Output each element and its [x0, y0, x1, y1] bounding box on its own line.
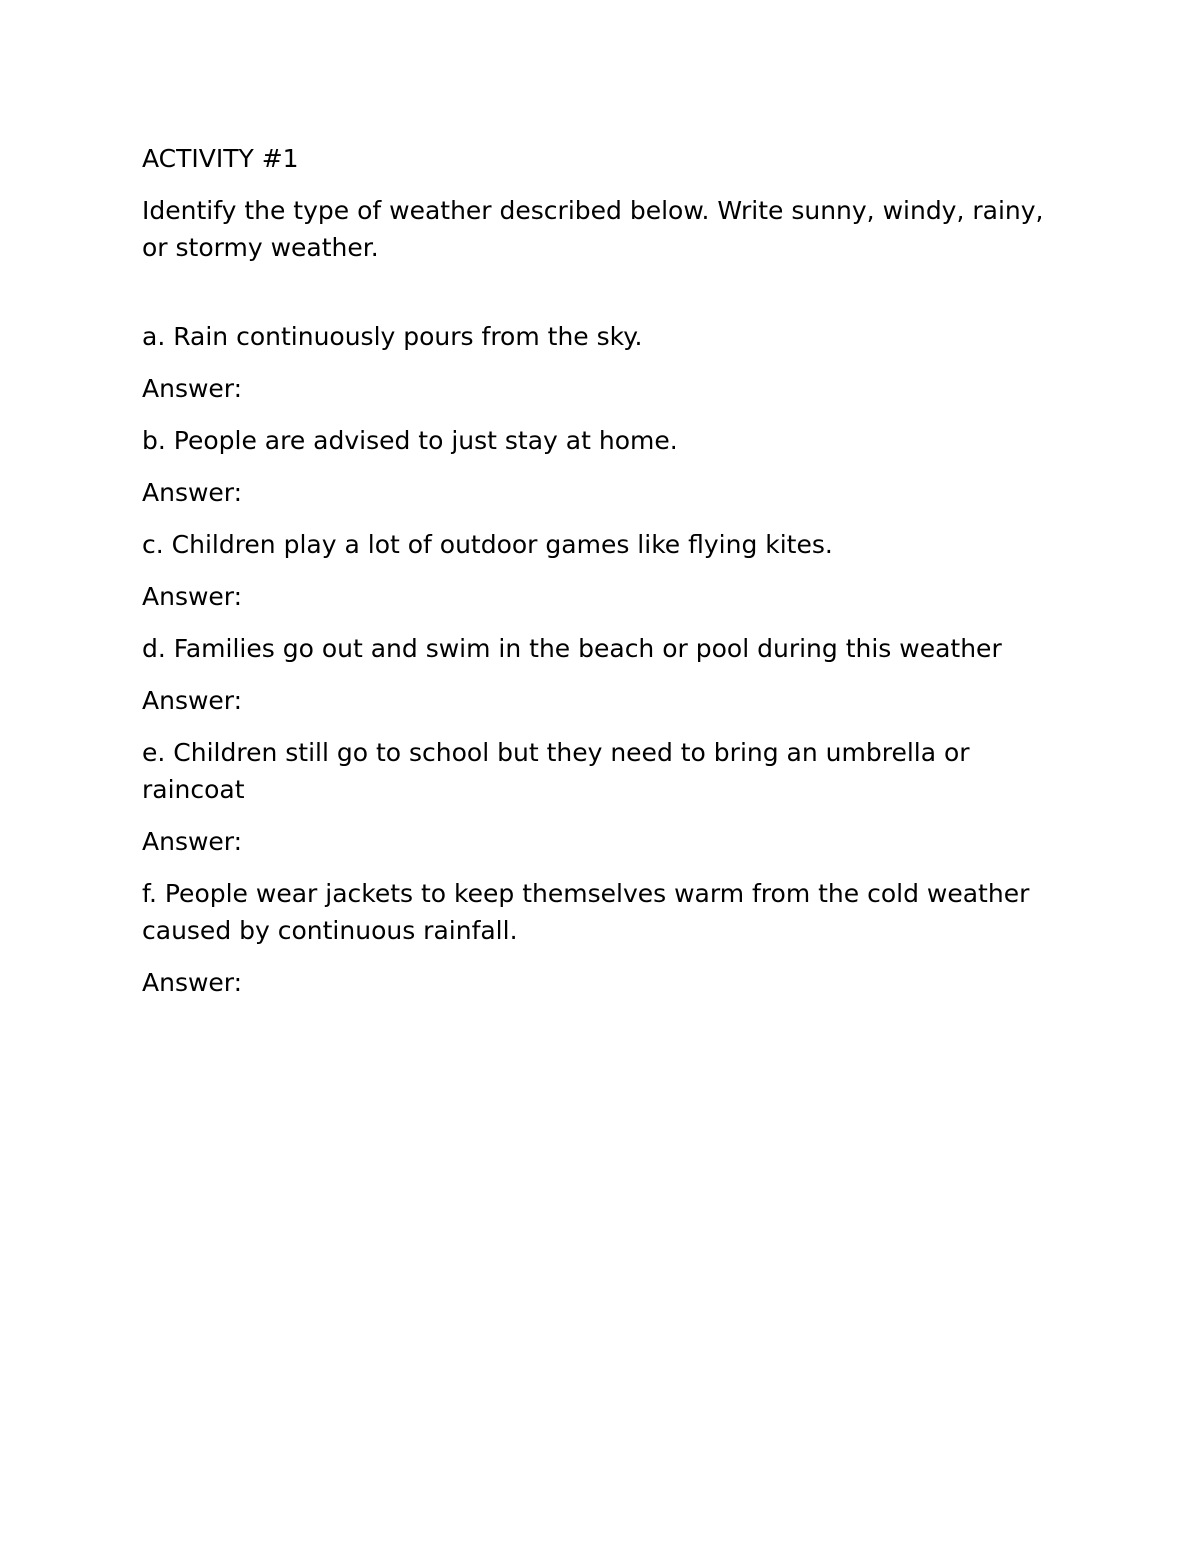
activity-title: ACTIVITY #1 — [142, 144, 299, 173]
question-f: f. People wear jackets to keep themselves warm from the cold weather caused by continuous rainfall. — [142, 879, 1030, 945]
document-body — [142, 140, 1062, 1016]
question-d: d. Families go out and swim in the beach or pool during this weather — [142, 634, 1002, 663]
question-e: e. Children still go to school but they need to bring an umbrella or raincoat — [142, 738, 970, 804]
question-a: a. Rain continuously pours from the sky. — [142, 322, 643, 351]
instructions: Identify the type of weather described below. Write sunny, windy, rainy, or stormy weather. — [142, 196, 1044, 262]
answer-label-b: Answer: — [142, 478, 243, 507]
blank-line — [142, 281, 1062, 318]
question-b: b. People are advised to just stay at home. — [142, 426, 678, 455]
answer-label-c: Answer: — [142, 582, 243, 611]
answer-label-a: Answer: — [142, 374, 243, 403]
answer-label-d: Answer: — [142, 686, 243, 715]
answer-label-f: Answer: — [142, 968, 243, 997]
question-c: c. Children play a lot of outdoor games like flying kites. — [142, 530, 833, 559]
answer-label-e: Answer: — [142, 827, 243, 856]
